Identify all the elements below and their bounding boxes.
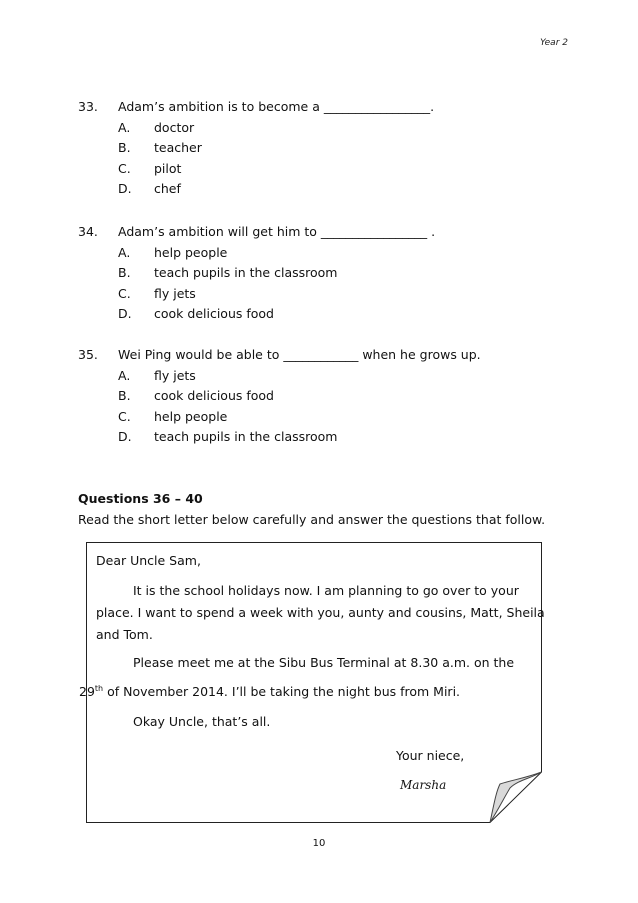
letter-box — [79, 542, 545, 823]
letter-content — [79, 542, 545, 823]
question-number: 33. — [78, 99, 98, 114]
option-text: teacher — [154, 140, 202, 156]
option-text: doctor — [154, 119, 195, 135]
option-letter: C. — [118, 160, 131, 176]
option-letter: B. — [118, 388, 131, 404]
option-c — [78, 159, 558, 180]
date-rest: of November 2014. I’ll be taking the night bus from Miri. — [103, 684, 461, 700]
question-stem — [78, 345, 558, 366]
option-text: teach pupils in the classroom — [154, 429, 338, 445]
option-b — [78, 386, 558, 407]
question-text: Adam’s ambition is to become a _________________. — [118, 99, 435, 114]
option-letter: C. — [118, 285, 131, 301]
option-letter: B. — [118, 140, 131, 156]
option-c — [78, 284, 558, 305]
option-letter: A. — [118, 244, 131, 260]
option-letter: D. — [118, 306, 132, 322]
option-text: help people — [154, 408, 228, 424]
option-letter: D. — [118, 429, 132, 445]
question-text: Adam’s ambition will get him to _________________ . — [118, 224, 436, 239]
letter-line: It is the school holidays now. I am planning to go over to your — [133, 583, 519, 598]
option-letter: B. — [118, 265, 131, 281]
question-stem — [78, 97, 558, 118]
header-year: Year 2 — [540, 38, 568, 48]
letter-line: Please meet me at the Sibu Bus Terminal at 8.30 a.m. on the — [133, 655, 515, 670]
option-text: help people — [154, 244, 228, 260]
section-instruction: Read the short letter below carefully and answer the questions that follow. — [78, 512, 546, 527]
option-letter: A. — [118, 367, 131, 383]
option-text: fly jets — [154, 367, 196, 383]
question-stem — [78, 222, 558, 243]
letter-line: Okay Uncle, that’s all. — [133, 714, 271, 729]
question-33 — [78, 97, 558, 200]
option-text: fly jets — [154, 285, 196, 301]
option-letter: D. — [118, 181, 132, 197]
page-number: 10 — [312, 838, 326, 849]
option-a — [78, 366, 558, 387]
option-d — [78, 427, 558, 448]
date-suffix: th — [94, 684, 104, 693]
letter-line: and Tom. — [96, 627, 153, 642]
option-letter: A. — [118, 119, 131, 135]
letter-line: place. I want to spend a week with you, aunty and cousins, Matt, Sheila — [96, 605, 545, 620]
letter-signature: Marsha — [400, 778, 447, 792]
option-a — [78, 118, 558, 139]
option-letter: C. — [118, 408, 131, 424]
letter-line-date — [79, 684, 460, 699]
option-c — [78, 407, 558, 428]
question-34 — [78, 222, 558, 325]
date-day: 29 — [79, 684, 95, 700]
option-text: cook delicious food — [154, 388, 274, 404]
letter-greeting: Dear Uncle Sam, — [96, 553, 201, 568]
letter-closing: Your niece, — [396, 748, 465, 763]
question-number: 35. — [78, 347, 98, 362]
option-text: chef — [154, 181, 181, 197]
option-text: teach pupils in the classroom — [154, 265, 338, 281]
section-title: Questions 36 – 40 — [78, 491, 203, 506]
question-text: Wei Ping would be able to ____________ when he grows up. — [118, 347, 481, 362]
option-d — [78, 179, 558, 200]
option-b — [78, 263, 558, 284]
option-text: pilot — [154, 160, 182, 176]
option-text: cook delicious food — [154, 306, 274, 322]
option-d — [78, 304, 558, 325]
option-a — [78, 243, 558, 264]
question-35 — [78, 345, 558, 448]
question-number: 34. — [78, 224, 98, 239]
option-b — [78, 138, 558, 159]
